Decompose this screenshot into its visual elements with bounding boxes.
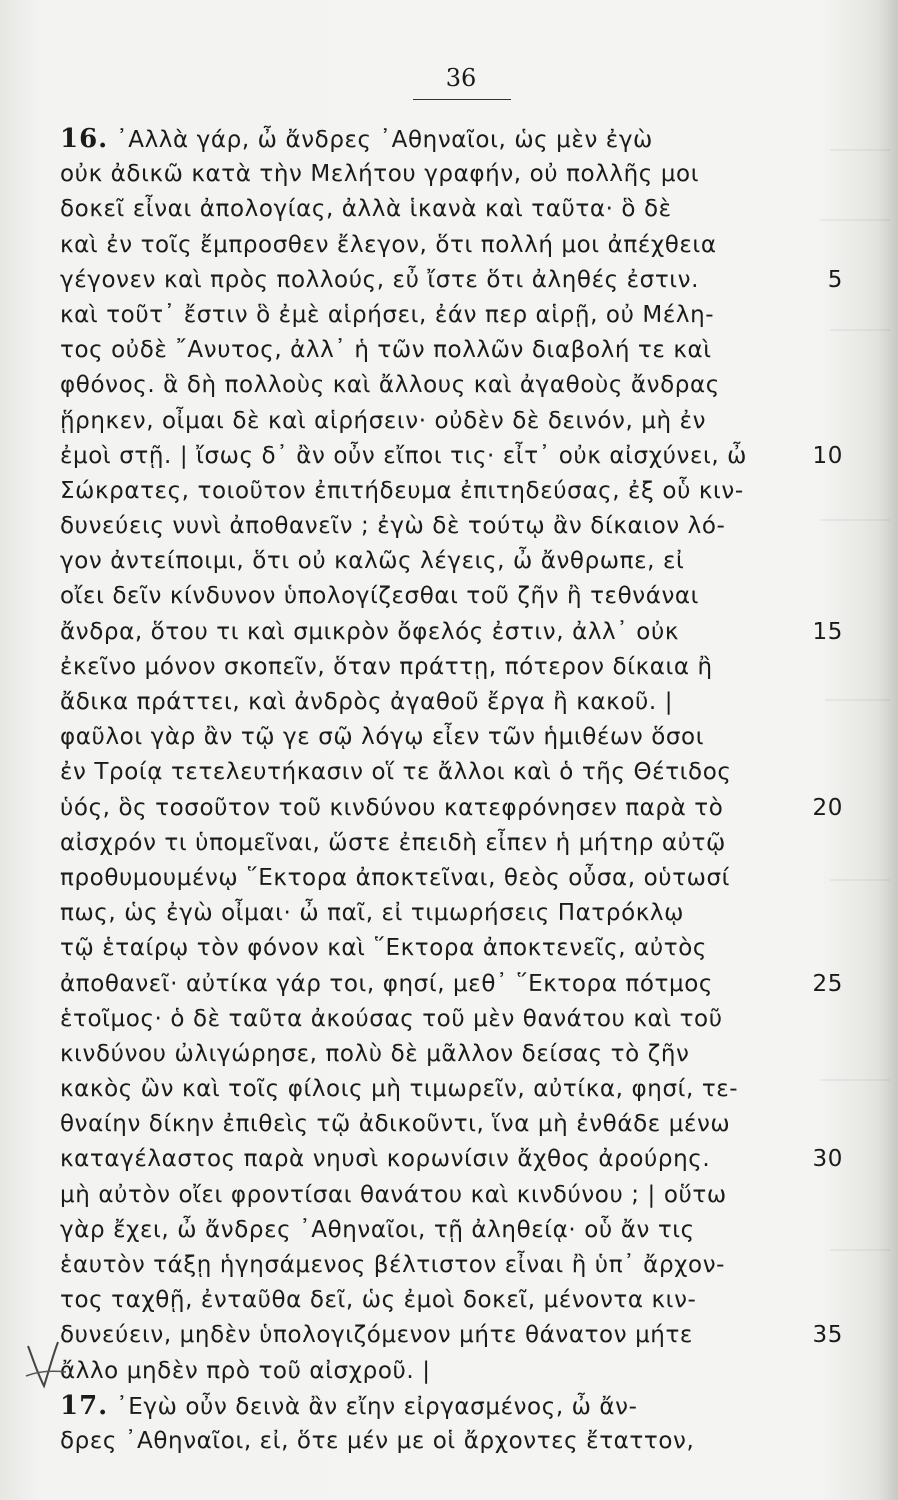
text-line [60, 931, 825, 966]
text-line [60, 157, 825, 192]
line-text: καὶ τοῦτ᾽ ἔστιν ὃ ἐμὲ αἱρήσει, ἐάν περ αἱρῇ, οὐ Μέλη- [60, 301, 715, 328]
text-line [60, 192, 825, 227]
page-number-rule [413, 99, 511, 100]
text-line [60, 333, 825, 368]
section-number: 17. [60, 1390, 109, 1421]
handwritten-check-mark [22, 1336, 70, 1396]
text-line [60, 967, 843, 1002]
text-line [60, 1072, 825, 1107]
text-line [60, 439, 843, 474]
text-line [60, 368, 825, 403]
line-number: 5 [827, 266, 843, 293]
line-text: Σώκρατες, τοιοῦτον ἐπιτήδευμα ἐπιτηδεύσας, ἐξ οὗ κιν- [60, 477, 744, 504]
line-number: 10 [812, 442, 843, 469]
line-text: πως, ὡς ἐγὼ οἶμαι· ὦ παῖ, εἰ τιμωρήσεις Πατρόκλῳ [60, 900, 684, 927]
line-text: κινδύνου ὠλιγώρησε, πολὺ δὲ μᾶλλον δείσας τὸ ζῆν [60, 1040, 690, 1067]
line-text: ἄλλο μηδὲν πρὸ τοῦ αἰσχροῦ. | [60, 1357, 431, 1384]
section-number: 16. [60, 124, 109, 154]
text-line [60, 896, 825, 931]
page-edge-shadow [878, 0, 898, 1500]
line-text: τῷ ἑταίρῳ τὸν φόνον καὶ ῞Εκτορα ἀποκτενεῖς, αὐτὸς [60, 935, 707, 962]
text-line [60, 1178, 825, 1213]
line-text: ἀποθανεῖ· αὐτίκα γάρ τοι, φησί, μεθ᾽ ῞Εκτορα πότμος [60, 970, 713, 997]
line-text: οὐκ ἀδικῶ κατὰ τὴν Μελήτου γραφήν, οὐ πολλῆς μοι [60, 161, 700, 188]
line-text: φθόνος. ἃ δὴ πολλοὺς καὶ ἄλλους καὶ ἀγαθοὺς ἄνδρας [60, 372, 720, 399]
line-text: γον ἀντείποιμι, ὅτι οὐ καλῶς λέγεις, ὦ ἄνθρωπε, εἰ [60, 548, 685, 575]
text-line [60, 1318, 843, 1353]
line-text: ἄνδρα, ὅτου τι καὶ σμικρὸν ὄφελός ἐστιν, ἀλλ᾽ οὐκ [60, 618, 680, 645]
text-line [60, 228, 825, 263]
text-line [60, 474, 825, 509]
text-line [60, 755, 825, 790]
line-text: δυνεύεις νυνὶ ἀποθανεῖν ; ἐγὼ δὲ τούτῳ ἂν δίκαιον λό- [60, 513, 726, 540]
text-line [60, 720, 825, 755]
text-line [60, 1248, 825, 1283]
line-number: 25 [812, 970, 843, 997]
line-number: 30 [812, 1146, 843, 1173]
line-text: ἄδικα πράττει, καὶ ἀνδρὸς ἀγαθοῦ ἔργα ἢ κακοῦ. | [60, 689, 674, 715]
line-text: οἴει δεῖν κίνδυνον ὑπολογίζεσθαι τοῦ ζῆν ἢ τεθνάναι [60, 583, 700, 610]
text-line [60, 1424, 825, 1459]
line-text: γὰρ ἔχει, ὦ ἄνδρες ᾿Αθηναῖοι, τῇ ἀληθείᾳ· οὗ ἄν τις [60, 1216, 695, 1243]
line-text: καὶ ἐν τοῖς ἔμπροσθεν ἔλεγον, ὅτι πολλή μοι ἀπέχθεια [60, 231, 717, 258]
text-line [60, 650, 825, 685]
line-text: δρες ᾿Αθηναῖοι, εἰ, ὅτε μέν με οἱ ἄρχοντες ἔταττον, [60, 1427, 695, 1454]
text-line [60, 615, 843, 650]
text-line [60, 579, 825, 614]
line-text: ἑαυτὸν τάξῃ ἡγησάμενος βέλτιστον εἶναι ἢ ὑπ᾽ ἄρχον- [60, 1252, 726, 1278]
line-text: θναίην δίκην ἐπιθεὶς τῷ ἀδικοῦντι, ἵνα μὴ ἐνθάδε μένω [60, 1111, 731, 1138]
line-text: τος ταχθῇ, ἐνταῦθα δεῖ, ὡς ἐμοὶ δοκεῖ, μένοντα κιν- [60, 1287, 697, 1314]
page-number: 36 [445, 64, 477, 92]
text-line [60, 1389, 825, 1424]
line-text: κακὸς ὢν καὶ τοῖς φίλοις μὴ τιμωρεῖν, αὐτίκα, φησί, τε- [60, 1076, 739, 1103]
text-line [60, 1037, 825, 1072]
text-line [60, 791, 843, 826]
text-line [60, 1354, 825, 1389]
text-block [60, 122, 843, 1459]
text-line [60, 685, 825, 720]
line-text: ᾿Αλλὰ γάρ, ὦ ἄνδρες ᾿Αθηναῖοι, ὡς μὲν ἐγὼ [108, 127, 653, 153]
text-line [60, 1213, 825, 1248]
line-text: ἐμοὶ στῇ. | ἴσως δ᾽ ἂν οὖν εἴποι τις· εἶτ᾽ οὐκ αἰσχύνει, ὦ [60, 442, 748, 469]
text-line [60, 509, 825, 544]
line-text: προθυμουμένῳ ῞Εκτορα ἀποκτεῖναι, θεὸς οὖσα, οὑτωσί [60, 864, 731, 891]
text-line [60, 122, 825, 157]
line-number: 35 [812, 1322, 843, 1349]
line-text: δυνεύειν, μηδὲν ὑπολογιζόμενον μήτε θάνατον μήτε [60, 1322, 693, 1349]
line-text: ἐν Τροίᾳ τετελευτήκασιν οἵ τε ἄλλοι καὶ ὁ τῆς Θέτιδος [60, 759, 732, 786]
text-line [60, 1142, 843, 1177]
text-line [60, 1002, 825, 1037]
line-text: καταγέλαστος παρὰ νηυσὶ κορωνίσιν ἄχθος ἀρούρης. [60, 1146, 711, 1173]
text-line [60, 298, 825, 333]
line-text: αἰσχρόν τι ὑπομεῖναι, ὥστε ἐπειδὴ εἶπεν ἡ μήτηρ αὐτῷ [60, 829, 726, 856]
text-line [60, 544, 825, 579]
line-text: ἑτοῖμος· ὁ δὲ ταῦτα ἀκούσας τοῦ μὲν θανάτου καὶ τοῦ [60, 1005, 723, 1032]
line-text: τος οὐδὲ ῎Ανυτος, ἀλλ᾽ ἡ τῶν πολλῶν διαβολή τε καὶ [60, 337, 712, 364]
line-number: 20 [812, 794, 843, 821]
line-text: ᾿Εγὼ οὖν δεινὰ ἂν εἴην εἰργασμένος, ὦ ἄν- [108, 1393, 638, 1420]
text-line [60, 1107, 825, 1142]
text-line [60, 263, 843, 298]
line-text: ἐκεῖνο μόνον σκοπεῖν, ὅταν πράττῃ, πότερον δίκαια ἢ [60, 653, 713, 680]
line-text: μὴ αὐτὸν οἴει φροντίσαι θανάτου καὶ κινδύνου ; | οὕτω [60, 1181, 727, 1208]
line-text: ᾕρηκεν, οἶμαι δὲ καὶ αἱρήσειν· οὐδὲν δὲ δεινόν, μὴ ἐν [60, 407, 707, 434]
line-text: γέγονεν καὶ πρὸς πολλούς, εὖ ἴστε ὅτι ἀληθές ἐστιν. [60, 266, 700, 293]
text-line [60, 1283, 825, 1318]
text-line [60, 404, 825, 439]
line-text: ὑός, ὃς τοσοῦτον τοῦ κινδύνου κατεφρόνησεν παρὰ τὸ [60, 794, 724, 821]
line-text: φαῦλοι γὰρ ἂν τῷ γε σῷ λόγῳ εἶεν τῶν ἡμιθέων ὅσοι [60, 724, 705, 751]
text-line [60, 861, 825, 896]
text-line [60, 826, 825, 861]
line-number: 15 [812, 618, 843, 645]
line-text: δοκεῖ εἶναι ἀπολογίας, ἀλλὰ ἱκανὰ καὶ ταῦτα· ὃ δὲ [60, 196, 672, 223]
